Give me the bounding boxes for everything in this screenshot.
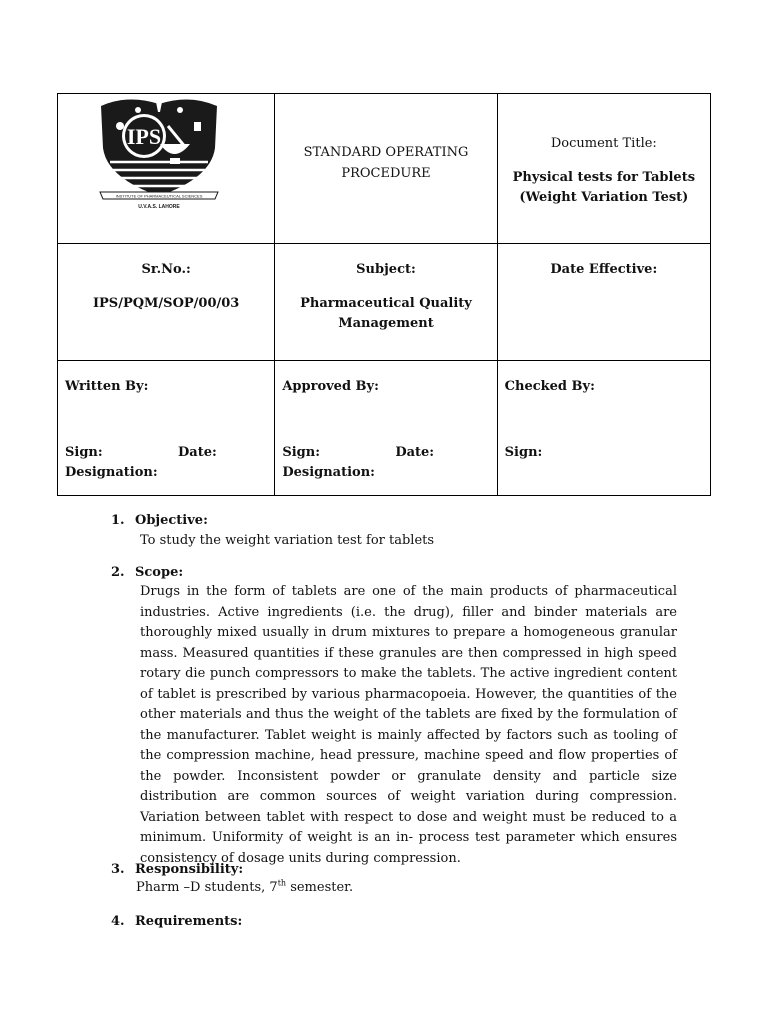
approved-by-label: Approved By: bbox=[282, 379, 379, 394]
written-by-cell bbox=[58, 361, 275, 496]
sop-title-cell bbox=[275, 94, 497, 244]
responsibility-heading: 3. Responsibility: bbox=[111, 862, 244, 877]
svg-text:U.V.A.S. LAHORE: U.V.A.S. LAHORE bbox=[138, 204, 180, 210]
date-effective-label: Date Effective: bbox=[550, 262, 658, 277]
responsibility-text: Pharm –D students, 7th semester. bbox=[136, 878, 354, 895]
serial-number-cell bbox=[58, 244, 275, 361]
approved-date-label: Date: bbox=[395, 445, 435, 460]
document-title-line-2: (Weight Variation Test) bbox=[519, 190, 689, 205]
serial-number-value: IPS/PQM/SOP/00/03 bbox=[92, 296, 240, 311]
checked-by-label: Checked By: bbox=[504, 379, 595, 394]
subject-line-1: Pharmaceutical Quality bbox=[300, 296, 472, 311]
sop-title-line-2: PROCEDURE bbox=[341, 166, 431, 181]
superscript-th: th bbox=[277, 878, 287, 888]
document-title-label: Document Title: bbox=[550, 136, 657, 151]
objective-text: To study the weight variation test for tablets bbox=[140, 533, 435, 548]
subject-cell bbox=[275, 244, 497, 361]
written-date-label: Date: bbox=[178, 445, 217, 460]
sop-header-table bbox=[57, 93, 711, 496]
ips-logo-emblem bbox=[98, 96, 220, 216]
approved-designation-label: Designation: bbox=[282, 465, 375, 480]
objective-heading: 1. Objective: bbox=[111, 513, 208, 528]
svg-text:INSTITUTE OF PHARMACEUTICAL SC: INSTITUTE OF PHARMACEUTICAL SCIENCES bbox=[115, 193, 203, 199]
checked-by-cell bbox=[497, 361, 710, 496]
approved-sign-label: Sign: bbox=[282, 445, 320, 460]
document-title-cell bbox=[497, 94, 710, 244]
sop-title-line-1: STANDARD OPERATING bbox=[303, 145, 469, 160]
date-effective-cell bbox=[497, 244, 710, 361]
serial-number-label: Sr.No.: bbox=[141, 262, 191, 277]
scope-text: Drugs in the form of tablets are one of the main products of pharmaceutical industries. Active ingredients (i.e. the drug), filler and binder materials are thoroughly mixed usually in drum mixtures to prepare a homogeneous granular mass. Measured quantities if these granules are then compressed in high speed rotary die punch compressors to make the tablets. The active ingredient content of tablet is prescribed by various pharmacopoeia. However, the quantities of the other materials and thus the weight of the tablets are fixed by the formulation of the manufacturer. Tablet weight is mainly affected by factors such as tooling of the compression machine, head pressure, machine speed and flow properties of the powder. Inconsistent powder or granulate density and particle size distribution are common sources of weight variation during compression. Variation between tablet with respect to dose and weight must be reduced to a minimum. Uniformity of weight is an in- process test parameter which ensures consistency of dosage units during compression. bbox=[140, 584, 677, 866]
subject-line-2: Management bbox=[338, 316, 434, 331]
svg-text:IPS: IPS bbox=[126, 124, 162, 149]
checked-sign-label: Sign: bbox=[504, 445, 543, 460]
approved-by-cell bbox=[275, 361, 497, 496]
written-by-label: Written By: bbox=[65, 379, 149, 394]
written-designation-label: Designation: bbox=[65, 465, 158, 480]
requirements-heading: 4. Requirements: bbox=[111, 914, 243, 929]
logo-cell bbox=[58, 94, 275, 244]
document-title-line-1: Physical tests for Tablets bbox=[512, 170, 696, 185]
written-sign-label: Sign: bbox=[65, 445, 103, 460]
subject-label: Subject: bbox=[356, 262, 416, 277]
scope-heading: 2. Scope: bbox=[111, 565, 184, 580]
